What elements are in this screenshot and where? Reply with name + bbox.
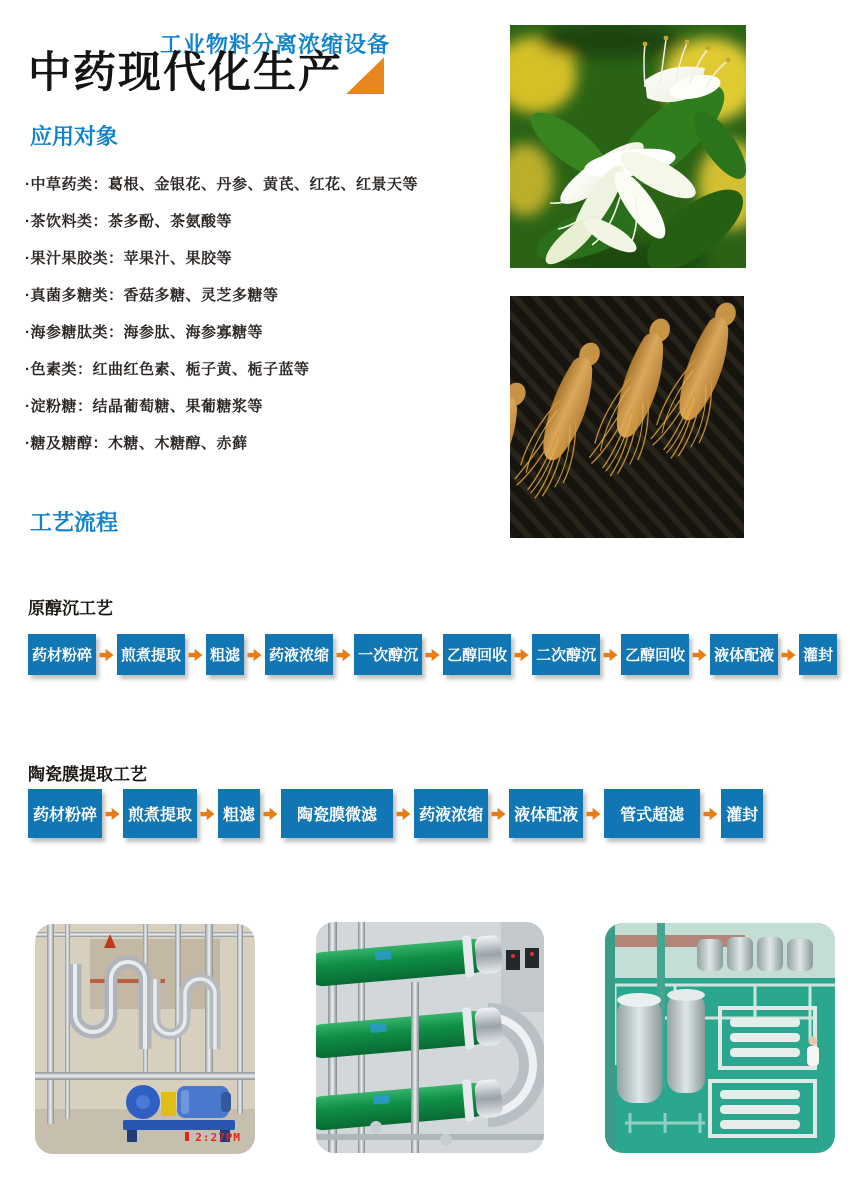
applications-list <box>25 166 418 462</box>
process-step: 煎煮提取 <box>123 789 197 838</box>
flow1-title: 原醇沉工艺 <box>28 599 113 618</box>
page-subtitle: 工业物料分离浓缩设备 <box>160 32 391 57</box>
equipment-pipes-pump-illustration <box>35 924 255 1154</box>
process-step: 粗滤 <box>218 789 260 838</box>
process-step: 药材粉碎 <box>28 634 96 675</box>
plant-floor-photo <box>605 923 835 1153</box>
process-step: 液体配液 <box>509 789 583 838</box>
page-title-row <box>28 50 384 97</box>
arrow-right-icon <box>336 648 351 662</box>
process-step: 煎煮提取 <box>117 634 185 675</box>
arrow-right-icon <box>99 648 114 662</box>
process-flow-2 <box>28 789 763 838</box>
list-item: ·糖及糖醇：木糖、木糖醇、赤藓 <box>25 435 248 452</box>
process-flow-1 <box>28 634 837 675</box>
process-step: 灌封 <box>799 634 837 675</box>
list-item: ·真菌多糖类：香菇多糖、灵芝多糖等 <box>25 287 279 304</box>
membrane-modules-illustration <box>316 922 544 1153</box>
plant-floor-illustration <box>605 923 835 1153</box>
photo-timestamp: 2:27PM <box>185 1131 241 1144</box>
process-step: 药液浓缩 <box>265 634 333 675</box>
arrow-right-icon <box>188 648 203 662</box>
process-step: 二次醇沉 <box>532 634 600 675</box>
process-step: 液体配液 <box>710 634 778 675</box>
honeysuckle-illustration <box>510 25 746 268</box>
process-heading: 工艺流程 <box>30 510 119 535</box>
list-item: ·果汁果胶类：苹果汁、果胶等 <box>25 250 232 267</box>
process-step: 药材粉碎 <box>28 789 102 838</box>
arrow-right-icon <box>200 807 215 821</box>
equipment-pipes-pump-photo <box>35 924 255 1154</box>
process-step: 药液浓缩 <box>414 789 488 838</box>
arrow-right-icon <box>263 807 278 821</box>
arrow-right-icon <box>586 807 601 821</box>
list-item: ·茶饮料类：茶多酚、茶氨酸等 <box>25 213 232 230</box>
process-step: 陶瓷膜微滤 <box>281 789 393 838</box>
arrow-right-icon <box>425 648 440 662</box>
arrow-right-icon <box>247 648 262 662</box>
arrow-right-icon <box>514 648 529 662</box>
arrow-right-icon <box>703 807 718 821</box>
flow2-title: 陶瓷膜提取工艺 <box>28 765 147 784</box>
arrow-right-icon <box>692 648 707 662</box>
applications-heading: 应用对象 <box>30 124 119 149</box>
arrow-right-icon <box>105 807 120 821</box>
process-step: 灌封 <box>721 789 763 838</box>
arrow-right-icon <box>491 807 506 821</box>
list-item: ·海参糖肽类：海参肽、海参寡糖等 <box>25 324 263 341</box>
honeysuckle-photo <box>510 25 746 268</box>
list-item: ·色素类：红曲红色素、栀子黄、栀子蓝等 <box>25 361 310 378</box>
membrane-modules-photo <box>316 922 544 1153</box>
process-step: 一次醇沉 <box>354 634 422 675</box>
list-item: ·中草药类：葛根、金银花、丹参、黄芪、红花、红景天等 <box>25 176 418 193</box>
process-step: 乙醇回收 <box>621 634 689 675</box>
process-step: 管式超滤 <box>604 789 700 838</box>
arrow-right-icon <box>396 807 411 821</box>
list-item: ·淀粉糖：结晶葡萄糖、果葡糖浆等 <box>25 398 263 415</box>
arrow-right-icon <box>603 648 618 662</box>
ginseng-photo <box>510 296 744 538</box>
orange-triangle-icon <box>346 57 384 94</box>
process-step: 乙醇回收 <box>443 634 511 675</box>
arrow-right-icon <box>781 648 796 662</box>
ginseng-illustration <box>510 296 744 538</box>
process-step: 粗滤 <box>206 634 244 675</box>
page-title: 中药现代化生产 <box>28 49 343 97</box>
